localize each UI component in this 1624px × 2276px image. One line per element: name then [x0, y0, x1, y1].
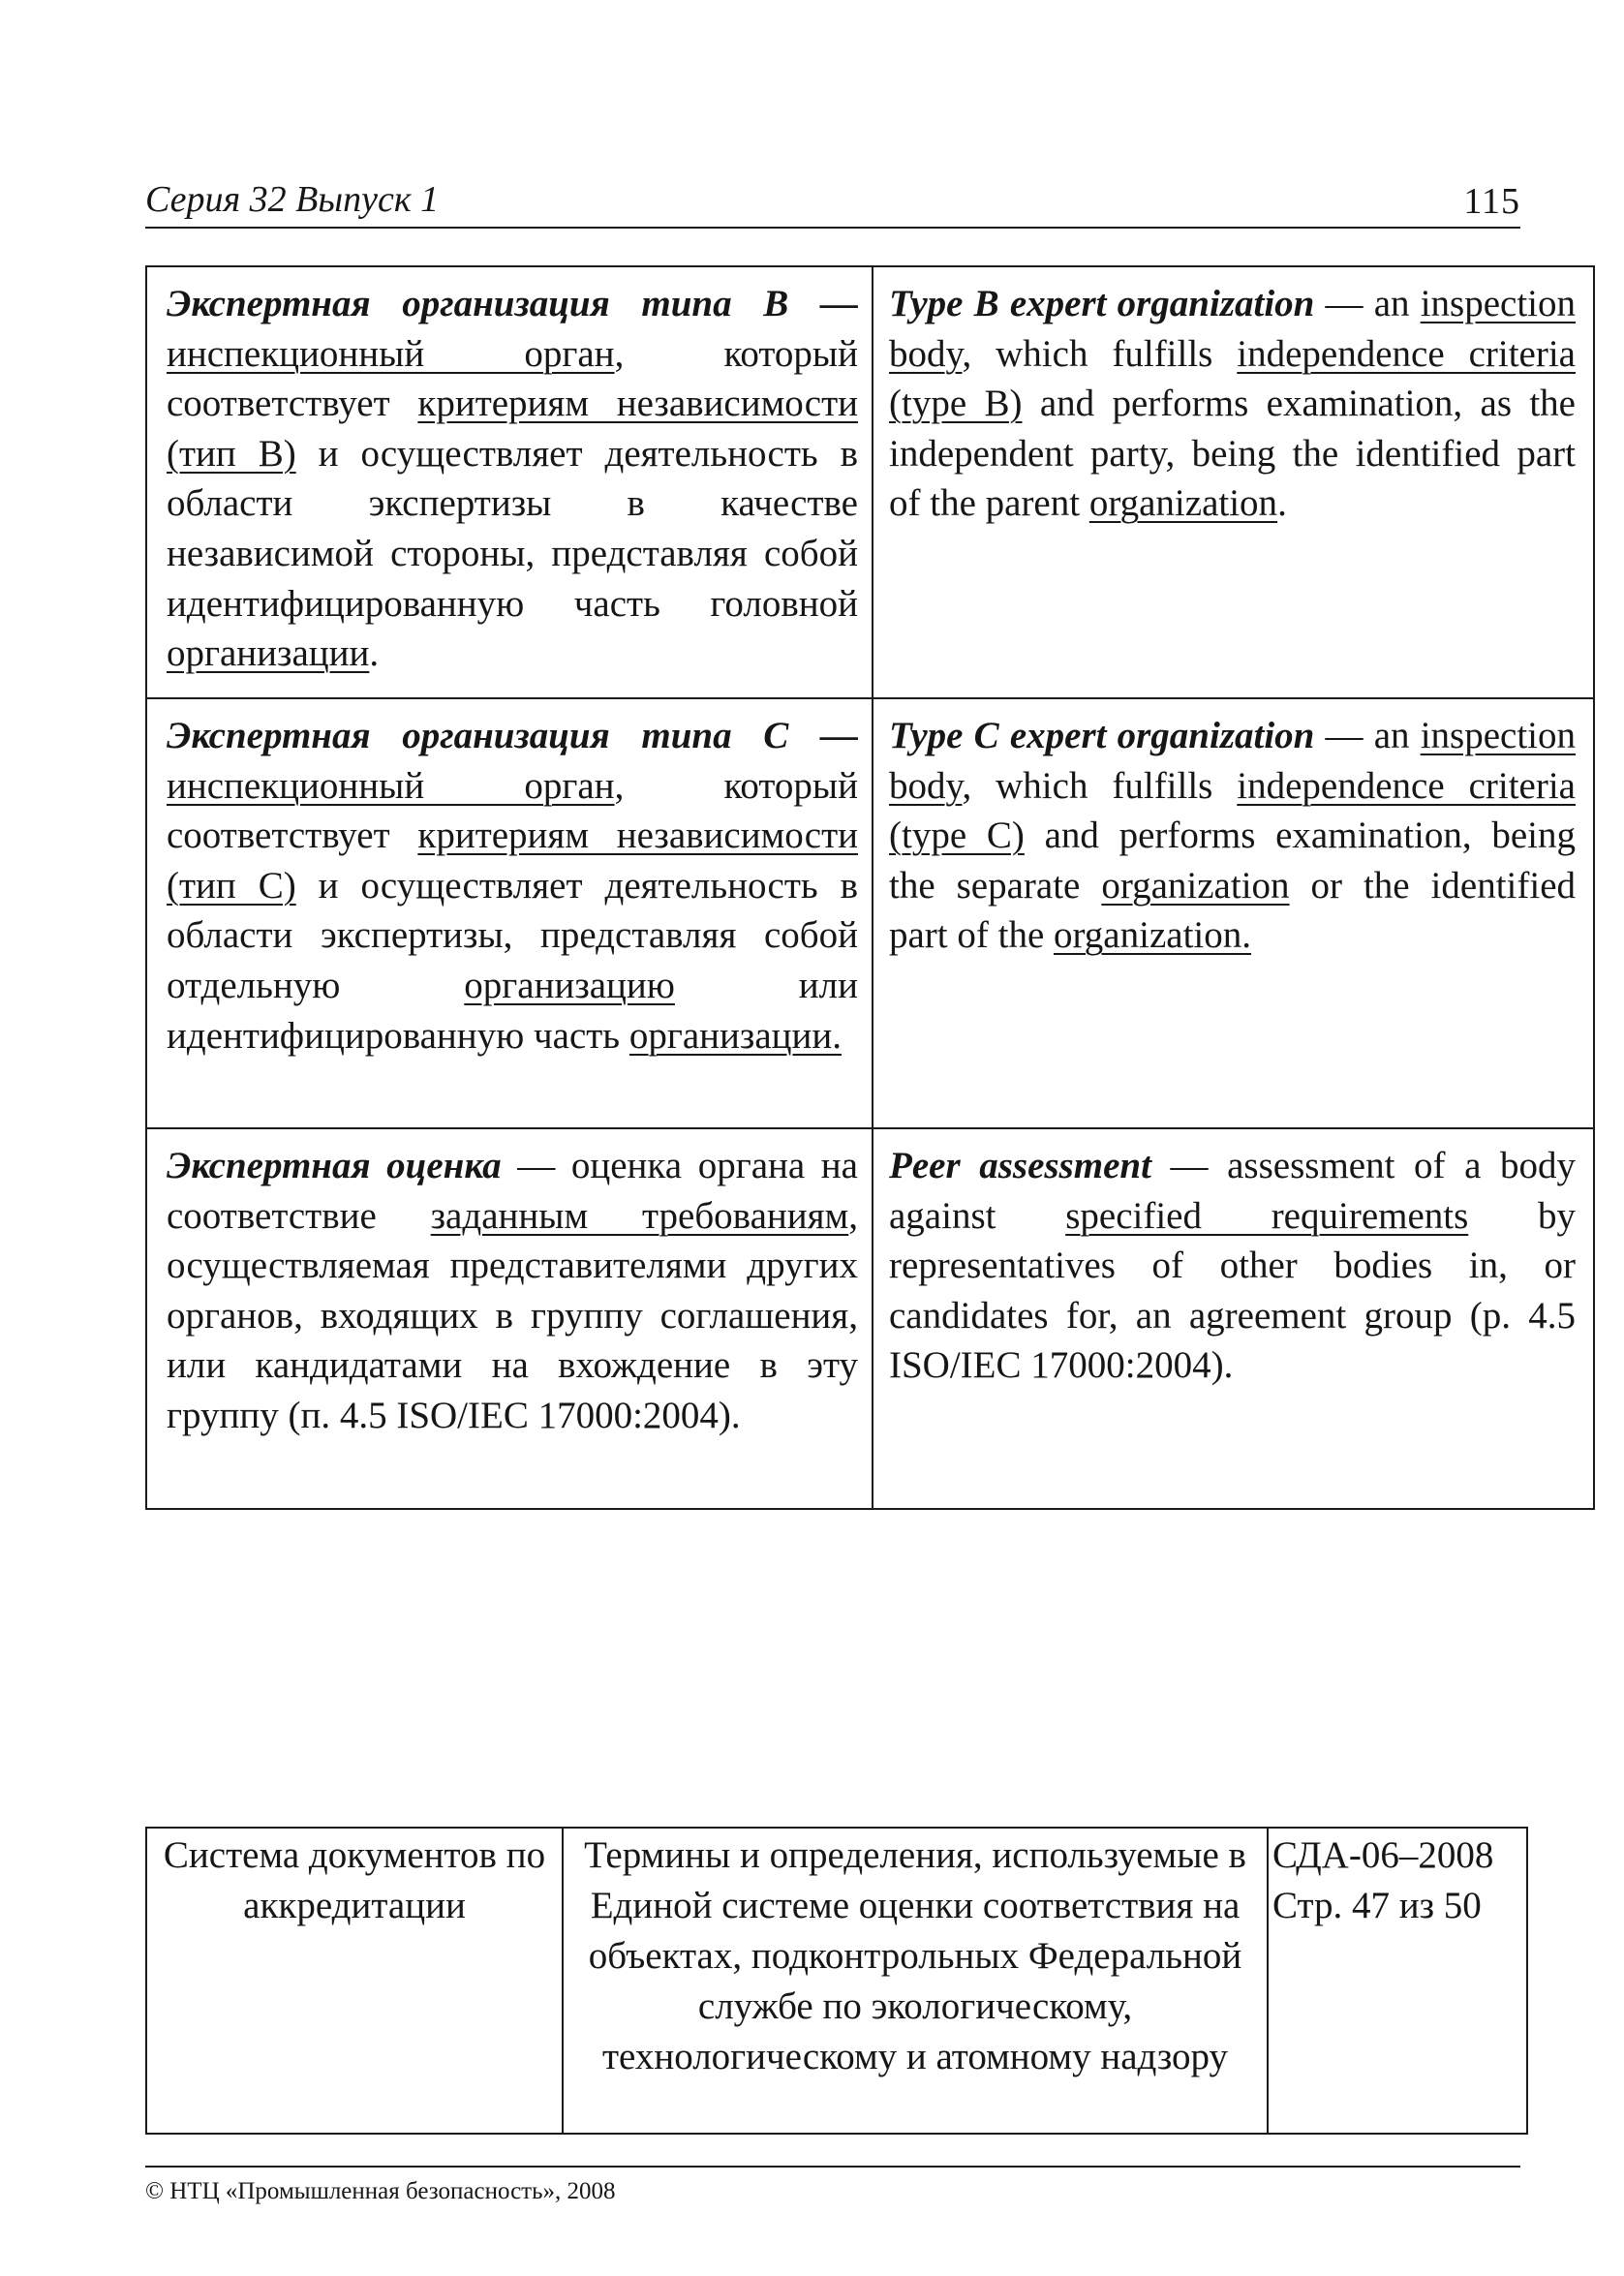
document-code: СДА-06–2008 — [1272, 1834, 1494, 1876]
term-link[interactable]: inspection body — [889, 715, 1576, 807]
term-en: Type B expert organization — [889, 283, 1315, 324]
term-link[interactable]: инспекционный орган — [167, 332, 615, 375]
page-header — [145, 174, 1520, 229]
definition-text: . — [1277, 482, 1287, 525]
definition-en — [873, 698, 1594, 1128]
document-stamp-table — [145, 1827, 1528, 2135]
definition-text: and performs examination, as the independent party, being the identified part of the parent — [889, 383, 1576, 525]
definition-text: , который соответствует — [167, 764, 859, 857]
definition-text: , который соответствует — [167, 332, 859, 425]
definition-text: . — [369, 632, 380, 675]
term-ru: Экспертная организация типа С — — [167, 715, 858, 756]
definition-text: или идентифицированную часть — [167, 964, 858, 1057]
term-link[interactable]: заданным требованиям — [430, 1194, 849, 1237]
term-link[interactable]: organization. — [1054, 914, 1251, 957]
definition-text: , which fulfills — [962, 332, 1238, 375]
term-link[interactable]: организацию — [464, 964, 675, 1006]
glossary-row — [146, 266, 1594, 698]
definition-ru — [146, 266, 873, 698]
definition-ru — [146, 1128, 873, 1509]
glossary-row — [146, 1128, 1594, 1509]
term-link[interactable]: инспекционный орган — [167, 764, 615, 807]
definition-text: — an — [1314, 283, 1421, 324]
definition-ru — [146, 698, 873, 1128]
copyright-notice: © НТЦ «Промышленная безопасность», 2008 — [145, 2166, 1520, 2206]
definition-text: , which fulfills — [962, 764, 1238, 807]
definition-en — [873, 266, 1594, 698]
glossary-table — [145, 265, 1595, 1510]
definition-text: or the identified part of the — [889, 864, 1576, 957]
definition-text: and performs examination, being the separate — [889, 815, 1576, 907]
term-link[interactable]: organization — [1101, 864, 1290, 907]
term-link[interactable]: specified requirements — [1065, 1194, 1469, 1237]
term-link[interactable]: inspection body — [889, 283, 1576, 375]
term-link[interactable]: организации. — [628, 1014, 842, 1057]
definition-text: , осуществляемая представителями других органов, входящих в группу соглашения, или кандидатами на вхождение в эту группу (п. 4.5 ISO/IEC 17000:2004). — [167, 1194, 858, 1436]
term-link[interactable]: organization — [1088, 482, 1278, 525]
definition-text: и осуществляет деятельность в области экспертизы, представляя собой отдельную — [167, 864, 858, 1006]
definition-text: by representatives of other bodies in, or candidates for, an agreement group (p. 4.5 ISO/IEC 17000:2004). — [889, 1194, 1577, 1387]
term-en: Peer assessment — [889, 1145, 1151, 1186]
page-counter: Стр. 47 из 50 — [1272, 1885, 1482, 1926]
definition-text: — an — [1314, 715, 1421, 756]
term-link[interactable]: критериям независимости (тип С) — [167, 815, 858, 907]
definition-text: — assessment of a body against — [889, 1145, 1577, 1237]
document-title: Термины и определения, используемые в Единой системе оценки соответствия на объектах, подконтрольных Федеральной службе по экологическому, технологическому и атомному надзору — [563, 1828, 1268, 2134]
glossary-row — [146, 698, 1594, 1128]
series-title: Серия 32 Выпуск 1 — [145, 179, 440, 220]
definition-text: и осуществляет деятельность в области экспертизы в качестве независимой стороны, представляя собой идентифицированную часть головной — [167, 432, 858, 625]
definition-text: — оценка органа на соответствие — [167, 1145, 858, 1237]
definition-en — [873, 1128, 1594, 1509]
term-link[interactable]: independence criteria (type C) — [889, 764, 1576, 857]
term-en: Type C expert organization — [889, 715, 1315, 756]
term-ru: Экспертная организация типа В — — [167, 283, 858, 324]
document-code-cell — [1268, 1828, 1527, 2134]
page-number: 115 — [1463, 181, 1520, 222]
term-ru: Экспертная оценка — [167, 1145, 502, 1186]
term-link[interactable]: критериям независимости (тип В) — [167, 383, 858, 475]
stamp-row — [146, 1828, 1527, 2134]
term-link[interactable]: организации — [167, 632, 370, 675]
term-link[interactable]: independence criteria (type B) — [889, 332, 1576, 425]
document-system: Система документов по аккредитации — [146, 1828, 563, 2134]
